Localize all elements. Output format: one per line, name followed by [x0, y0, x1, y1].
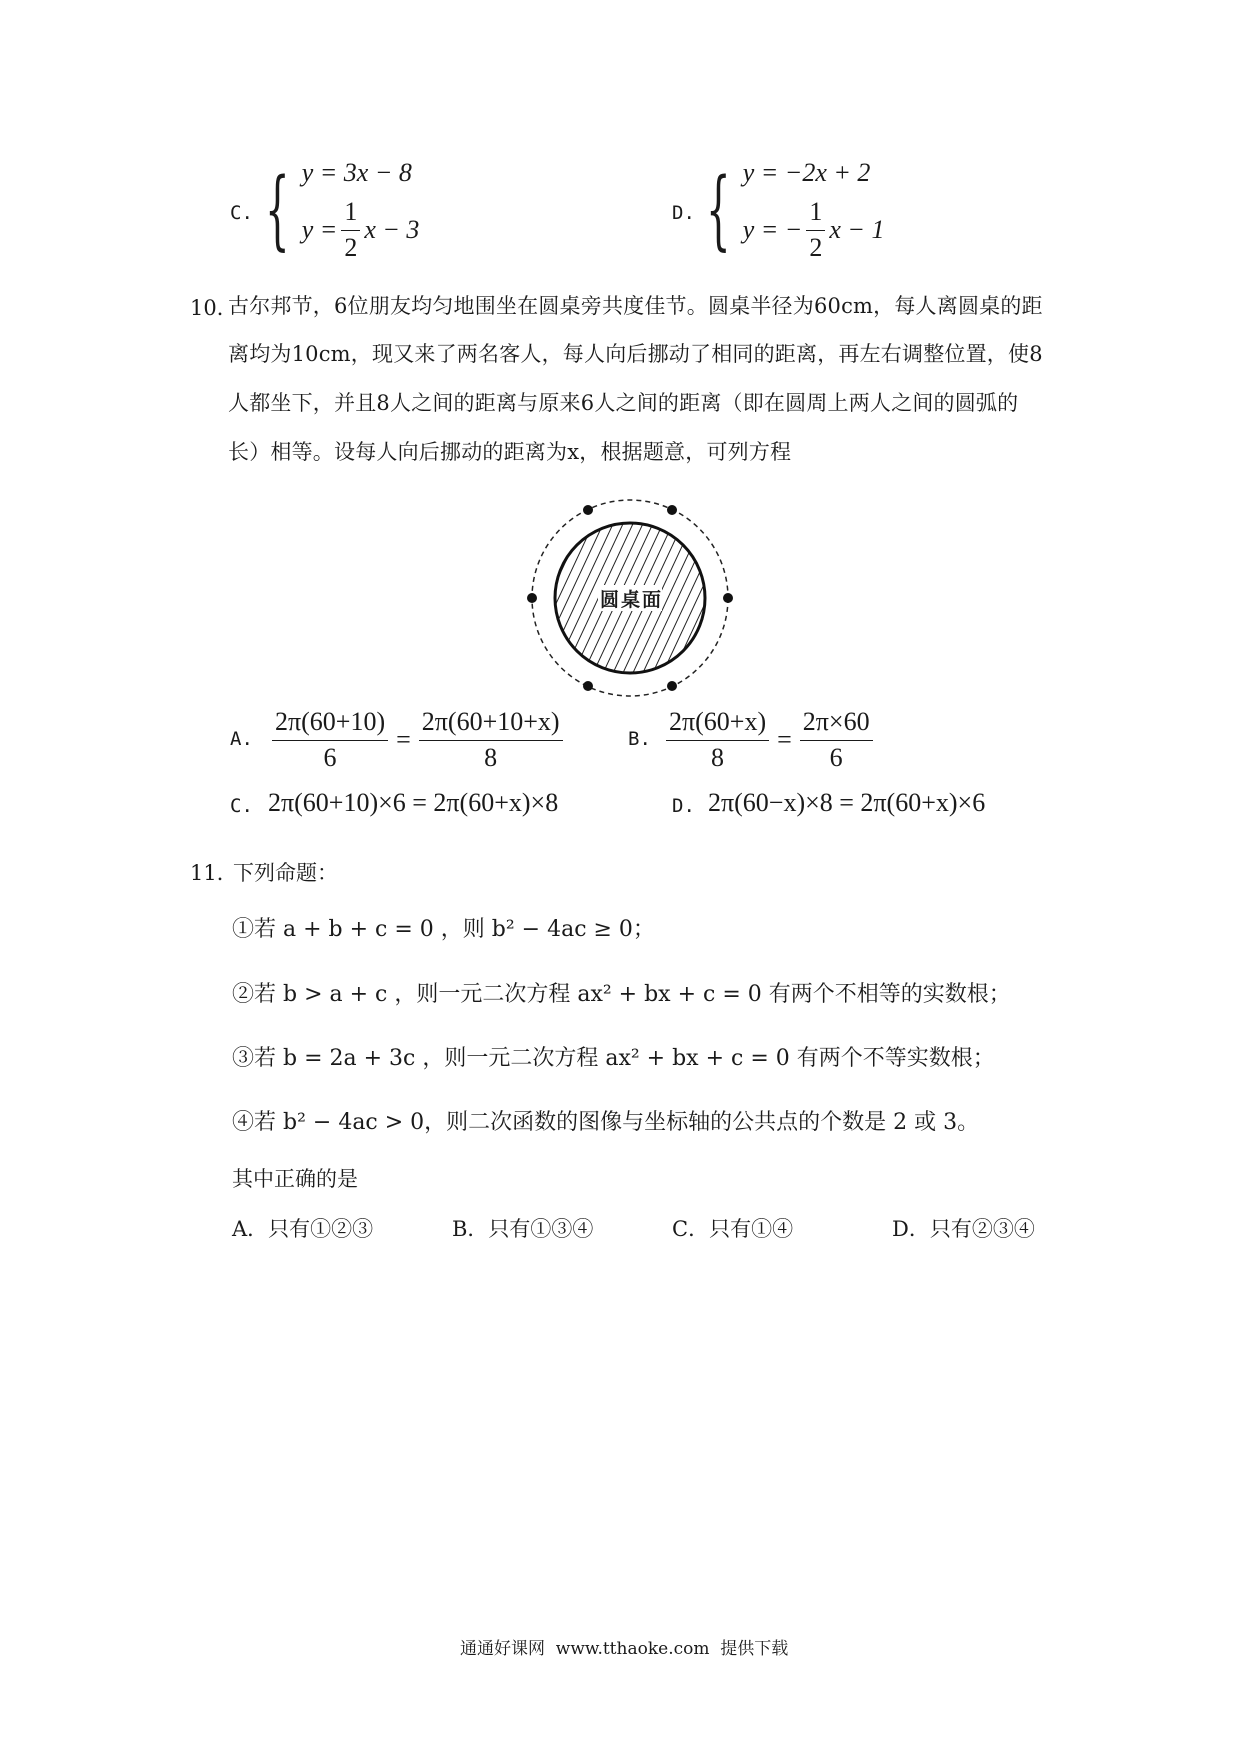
q11-option-c: C．只有①④ — [672, 1217, 794, 1241]
seat-dot — [667, 681, 677, 691]
fraction: $\frac{2\pi(60+10+x)}{8}$ — [419, 708, 563, 772]
equation-line-1: y = 3x − 8 — [301, 158, 412, 187]
figure-label: 圆桌面 — [600, 589, 664, 611]
q10-option-d-label: D. — [672, 795, 695, 817]
q10-option-b-label: B. — [628, 728, 651, 750]
brace: { — [265, 160, 290, 261]
equation-line-1: y = −2x + 2 — [742, 158, 871, 187]
q11-option-b: B．只有①③④ — [452, 1217, 594, 1241]
footer-source: 通通好课网 www.tthaoke.com 提供下载 — [460, 1639, 789, 1659]
q9-option-d-system — [706, 158, 884, 262]
fraction: $\frac{2\pi(60+10)}{6}$ — [272, 708, 388, 772]
q11-proposition-4: ④若 b² − 4ac > 0，则二次函数的图像与坐标轴的公共点的个数是 2 或 3。 — [232, 1110, 980, 1135]
seat-dot — [583, 505, 593, 515]
q11-number: 11． — [190, 861, 238, 885]
q9-option-c-system — [265, 158, 419, 262]
seat-dot — [527, 593, 537, 603]
q11-stem: 下列命题： — [233, 861, 338, 885]
brace: { — [706, 160, 731, 261]
q11-option-d: D．只有②③④ — [892, 1217, 1035, 1241]
seat-dot — [723, 593, 733, 603]
q10-option-c-expr: 2π(60+10)×6 = 2π(60+x)×8 — [268, 788, 559, 817]
q11-question: 其中正确的是 — [232, 1167, 358, 1191]
q10-line-2: 离均为10cm，现又来了两名客人，每人向后挪动了相同的距离，再左右调整位置，使8 — [228, 342, 1043, 366]
q9-option-c-label: C. — [230, 202, 253, 224]
seat-dot — [667, 505, 677, 515]
q10-line-1: 古尔邦节，6位朋友均匀地围坐在圆桌旁共度佳节。圆桌半径为60cm，每人离圆桌的距 — [228, 294, 1043, 318]
q11-proposition-2: ②若 b > a + c ，则一元二次方程 ax² + bx + c = 0 有两个不相等的实数根； — [232, 982, 1011, 1007]
q10-option-b-expr: $\frac{2\pi(60+x)}{8}$ = $\frac{2\pi\times 60}{6}$ — [662, 708, 877, 772]
equation-line-2: y = − $\frac{1}{2}$ x − 1 — [742, 197, 885, 262]
q11-proposition-3: ③若 b = 2a + 3c ，则一元二次方程 ax² + bx + c = 0 有两个不等实数根； — [232, 1046, 995, 1071]
fraction: $\frac{1}{2}$ — [806, 198, 825, 262]
q11-proposition-1: ①若 a + b + c = 0 ，则 b² − 4ac ≥ 0； — [232, 917, 655, 942]
q10-option-c-label: C. — [230, 795, 253, 817]
seat-dot — [583, 681, 593, 691]
q9-option-d-label: D. — [672, 202, 695, 224]
equation-line-2: y = $\frac{1}{2}$ x − 3 — [301, 197, 420, 262]
q10-line-4: 长）相等。设每人向后挪动的距离为x，根据题意，可列方程 — [228, 440, 792, 464]
q10-line-3: 人都坐下，并且8人之间的距离与原来6人之间的距离（即在圆周上两人之间的圆弧的 — [228, 391, 1019, 415]
fraction: $\frac{2\pi\times 60}{6}$ — [800, 708, 873, 772]
q10-number: 10． — [190, 296, 238, 320]
q11-option-a: A．只有①②③ — [232, 1217, 374, 1241]
fraction: $\frac{2\pi(60+x)}{8}$ — [666, 708, 769, 772]
q10-option-a-label: A. — [230, 728, 253, 750]
q10-option-d-expr: 2π(60−x)×8 = 2π(60+x)×6 — [708, 788, 986, 817]
fraction: $\frac{1}{2}$ — [341, 198, 360, 262]
q10-option-a-expr: $\frac{2\pi(60+10)}{6}$ = $\frac{2\pi(60+10+x)}{8}$ — [268, 708, 567, 772]
